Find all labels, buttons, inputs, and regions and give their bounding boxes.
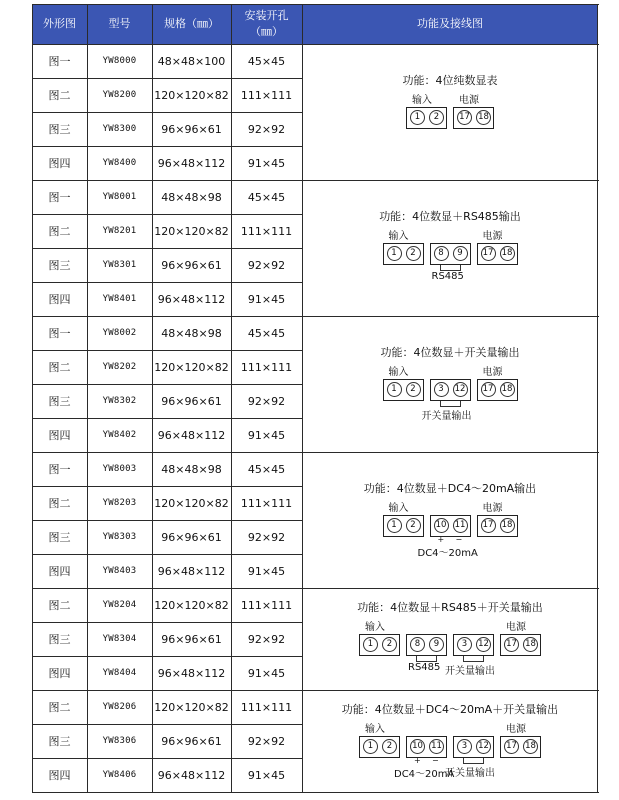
header-function: 功能及接线图: [417, 17, 483, 30]
terminal: 17: [481, 246, 496, 261]
row-divider: [32, 758, 303, 759]
column-divider: [87, 4, 88, 793]
row-shape-cell: 图三: [48, 123, 71, 136]
row-size-cell: 96×48×112: [157, 292, 226, 306]
input-terminal-group: [359, 736, 400, 758]
row-model-cell: YW8000: [102, 56, 137, 66]
row-cutout-cell: 45×45: [247, 54, 286, 68]
header-cutout: [231, 4, 302, 44]
dc-output-label: DC4～20mA: [417, 548, 478, 559]
power-terminal-group: [500, 736, 541, 758]
rs485-label: RS485: [408, 662, 441, 673]
row-cutout-cell: 92×92: [247, 530, 286, 544]
row-model-cell: YW8302: [102, 396, 137, 406]
dc-output-label: DC4～20mA: [394, 769, 455, 780]
row-shape-cell: 图二: [48, 497, 71, 510]
row-model-cell: YW8206: [102, 702, 137, 712]
switch-output-terminal-group: [453, 736, 494, 758]
terminal: 18: [500, 382, 515, 397]
wiring-diagram: [302, 316, 598, 452]
power-label: 电源: [459, 95, 479, 106]
row-model-cell: YW8300: [102, 124, 137, 134]
row-cutout-cell: 45×45: [247, 462, 286, 476]
column-divider: [152, 4, 153, 793]
terminal: 17: [504, 637, 519, 652]
row-shape-cell: 图三: [48, 259, 71, 272]
analog-output-terminal-group: [430, 515, 471, 537]
terminal: 1: [363, 637, 378, 652]
row-shape-cell: 图一: [48, 55, 71, 68]
row-model-cell: YW8404: [102, 668, 137, 678]
row-size-cell: 96×48×112: [157, 768, 226, 782]
row-divider: [32, 44, 599, 45]
row-cutout-cell: 92×92: [247, 122, 286, 136]
terminal: 3: [457, 739, 472, 754]
row-cutout-cell: 45×45: [247, 326, 286, 340]
terminal: 1: [410, 110, 425, 125]
input-label: 输入: [365, 622, 385, 633]
row-model-cell: YW8306: [102, 736, 137, 746]
wiring-diagram: [302, 44, 598, 180]
input-terminal-group: [383, 243, 424, 265]
row-model-cell: YW8204: [102, 600, 137, 610]
column-divider: [597, 4, 598, 793]
row-divider: [32, 180, 599, 181]
row-divider: [32, 554, 303, 555]
row-cutout-cell: 111×111: [240, 360, 293, 374]
row-shape-cell: 图三: [48, 633, 71, 646]
switch-output-terminal-group: [453, 634, 494, 656]
terminal: 3: [434, 382, 449, 397]
row-shape-cell: 图四: [48, 769, 71, 782]
row-size-cell: 96×96×61: [161, 258, 222, 272]
power-terminal-group: [500, 634, 541, 656]
rs485-terminal-group: [430, 243, 471, 265]
terminal: 18: [476, 110, 491, 125]
row-size-cell: 48×48×98: [161, 462, 222, 476]
row-shape-cell: 图二: [48, 599, 71, 612]
row-shape-cell: 图一: [48, 327, 71, 340]
wiring-diagram: [302, 588, 598, 690]
terminal: 12: [453, 382, 468, 397]
rs485-label: RS485: [431, 271, 464, 282]
row-model-cell: YW8002: [102, 328, 137, 338]
row-divider: [32, 622, 303, 623]
row-divider: [32, 112, 303, 113]
terminal: 1: [363, 739, 378, 754]
row-divider: [32, 520, 303, 521]
row-model-cell: YW8402: [102, 430, 137, 440]
terminal: 3: [457, 637, 472, 652]
row-model-cell: YW8203: [102, 498, 137, 508]
row-cutout-cell: 91×45: [247, 666, 286, 680]
row-model-cell: YW8200: [102, 90, 137, 100]
terminal: 9: [429, 637, 444, 652]
terminal: 17: [457, 110, 472, 125]
rs485-terminal-group: [406, 634, 447, 656]
row-size-cell: 48×48×100: [157, 54, 226, 68]
row-cutout-cell: 91×45: [247, 564, 286, 578]
row-shape-cell: 图二: [48, 361, 71, 374]
row-cutout-cell: 91×45: [247, 428, 286, 442]
function-title: 功能：4位纯数显表: [402, 74, 498, 87]
row-size-cell: 96×96×61: [161, 394, 222, 408]
function-title: 功能：4位数显＋DC4～20mA＋开关量输出: [341, 703, 559, 716]
input-label: 输入: [388, 503, 409, 514]
row-model-cell: YW8304: [102, 634, 137, 644]
input-terminal-group: [406, 107, 447, 129]
row-divider: [32, 214, 303, 215]
row-cutout-cell: 111×111: [240, 88, 293, 102]
power-label: 电源: [482, 231, 503, 242]
row-size-cell: 96×48×112: [157, 666, 226, 680]
row-divider: [32, 316, 599, 317]
row-shape-cell: 图二: [48, 89, 71, 102]
row-shape-cell: 图一: [48, 191, 71, 204]
row-size-cell: 120×120×82: [154, 360, 229, 374]
row-cutout-cell: 111×111: [240, 700, 293, 714]
row-cutout-cell: 92×92: [247, 394, 286, 408]
row-model-cell: YW8406: [102, 770, 137, 780]
terminal: 12: [476, 739, 491, 754]
terminal: 2: [382, 637, 397, 652]
plus-sign: +: [414, 756, 421, 765]
row-size-cell: 48×48×98: [161, 326, 222, 340]
input-terminal-group: [383, 379, 424, 401]
row-size-cell: 120×120×82: [154, 700, 229, 714]
row-divider: [32, 418, 303, 419]
row-size-cell: 96×96×61: [161, 632, 222, 646]
function-title: 功能：4位数显＋RS485＋开关量输出: [357, 601, 543, 614]
power-label: 电源: [482, 367, 503, 378]
input-terminal-group: [359, 634, 400, 656]
switch-label: 开关量输出: [445, 666, 495, 677]
row-divider: [32, 724, 303, 725]
power-terminal-group: [477, 243, 518, 265]
row-shape-cell: 图三: [48, 735, 71, 748]
row-shape-cell: 图三: [48, 395, 71, 408]
header-cutout-line1: 安装开孔: [244, 9, 289, 22]
row-shape-cell: 图二: [48, 701, 71, 714]
terminal: 17: [481, 518, 496, 533]
terminal: 17: [481, 382, 496, 397]
power-label: 电源: [506, 622, 526, 633]
spec-table: [32, 4, 598, 792]
terminal: 11: [429, 739, 444, 754]
analog-output-terminal-group: [406, 736, 447, 758]
row-size-cell: 96×48×112: [157, 156, 226, 170]
row-cutout-cell: 45×45: [247, 190, 286, 204]
row-shape-cell: 图二: [48, 225, 71, 238]
column-divider: [231, 4, 232, 793]
column-divider: [302, 4, 303, 793]
row-shape-cell: 图四: [48, 429, 71, 442]
row-size-cell: 120×120×82: [154, 88, 229, 102]
row-divider: [32, 78, 303, 79]
row-cutout-cell: 111×111: [240, 496, 293, 510]
row-shape-cell: 图四: [48, 667, 71, 680]
row-model-cell: YW8301: [102, 260, 137, 270]
row-cutout-cell: 92×92: [247, 632, 286, 646]
row-model-cell: YW8401: [102, 294, 137, 304]
terminal: 1: [387, 518, 402, 533]
row-size-cell: 120×120×82: [154, 598, 229, 612]
row-divider: [32, 792, 599, 793]
switch-label: 开关量输出: [445, 768, 495, 779]
terminal: 2: [429, 110, 444, 125]
row-divider: [32, 384, 303, 385]
power-label: 电源: [506, 724, 526, 735]
function-title: 功能：4位数显＋DC4～20mA输出: [363, 482, 537, 495]
terminal: 9: [453, 246, 468, 261]
row-model-cell: YW8001: [102, 192, 137, 202]
row-model-cell: YW8003: [102, 464, 137, 474]
terminal: 2: [406, 382, 421, 397]
row-divider: [32, 656, 303, 657]
wiring-diagram: [302, 452, 598, 588]
power-terminal-group: [477, 379, 518, 401]
row-divider: [32, 690, 599, 691]
input-label: 输入: [365, 724, 385, 735]
terminal: 10: [410, 739, 425, 754]
input-terminal-group: [383, 515, 424, 537]
switch-label: 开关量输出: [421, 411, 472, 422]
terminal: 11: [453, 518, 468, 533]
power-terminal-group: [453, 107, 494, 129]
row-divider: [32, 486, 303, 487]
row-divider: [32, 248, 303, 249]
row-size-cell: 96×96×61: [161, 122, 222, 136]
row-model-cell: YW8303: [102, 532, 137, 542]
row-cutout-cell: 111×111: [240, 598, 293, 612]
row-size-cell: 96×48×112: [157, 564, 226, 578]
row-shape-cell: 图三: [48, 531, 71, 544]
row-size-cell: 48×48×98: [161, 190, 222, 204]
power-label: 电源: [482, 503, 503, 514]
row-shape-cell: 图四: [48, 565, 71, 578]
row-divider: [32, 452, 599, 453]
terminal: 2: [406, 518, 421, 533]
row-model-cell: YW8201: [102, 226, 137, 236]
row-divider: [32, 350, 303, 351]
row-divider: [32, 4, 599, 5]
terminal: 12: [476, 637, 491, 652]
row-shape-cell: 图一: [48, 463, 71, 476]
terminal: 10: [434, 518, 449, 533]
minus-sign: −: [432, 756, 439, 765]
wiring-diagram: [302, 690, 598, 792]
terminal: 18: [523, 739, 538, 754]
row-cutout-cell: 92×92: [247, 734, 286, 748]
terminal: 18: [500, 246, 515, 261]
input-label: 输入: [388, 231, 409, 242]
wiring-diagram: [302, 180, 598, 316]
row-size-cell: 120×120×82: [154, 496, 229, 510]
row-cutout-cell: 111×111: [240, 224, 293, 238]
row-model-cell: YW8403: [102, 566, 137, 576]
terminal: 1: [387, 246, 402, 261]
terminal: 8: [410, 637, 425, 652]
row-size-cell: 96×48×112: [157, 428, 226, 442]
row-cutout-cell: 91×45: [247, 292, 286, 306]
row-shape-cell: 图四: [48, 157, 71, 170]
column-divider: [32, 4, 33, 793]
row-size-cell: 96×96×61: [161, 530, 222, 544]
input-label: 输入: [388, 367, 409, 378]
row-divider: [32, 588, 599, 589]
terminal: 2: [382, 739, 397, 754]
header-size: 规格（㎜）: [164, 17, 219, 30]
header-model: 型号: [108, 17, 131, 30]
header-shape: 外形图: [43, 17, 76, 30]
terminal: 18: [523, 637, 538, 652]
row-divider: [32, 282, 303, 283]
row-cutout-cell: 91×45: [247, 156, 286, 170]
row-cutout-cell: 92×92: [247, 258, 286, 272]
input-label: 输入: [412, 95, 432, 106]
power-terminal-group: [477, 515, 518, 537]
terminal: 17: [504, 739, 519, 754]
terminal: 8: [434, 246, 449, 261]
row-cutout-cell: 91×45: [247, 768, 286, 782]
switch-output-terminal-group: [430, 379, 471, 401]
row-divider: [32, 146, 303, 147]
function-title: 功能：4位数显＋开关量输出: [380, 346, 520, 359]
function-title: 功能：4位数显＋RS485输出: [379, 210, 521, 223]
terminal: 18: [500, 518, 515, 533]
row-shape-cell: 图四: [48, 293, 71, 306]
terminal: 1: [387, 382, 402, 397]
header-cutout-line2: （㎜）: [250, 25, 283, 38]
minus-sign: −: [455, 535, 463, 544]
row-model-cell: YW8202: [102, 362, 137, 372]
row-model-cell: YW8400: [102, 158, 137, 168]
row-size-cell: 120×120×82: [154, 224, 229, 238]
row-size-cell: 96×96×61: [161, 734, 222, 748]
terminal: 2: [406, 246, 421, 261]
plus-sign: +: [437, 535, 445, 544]
